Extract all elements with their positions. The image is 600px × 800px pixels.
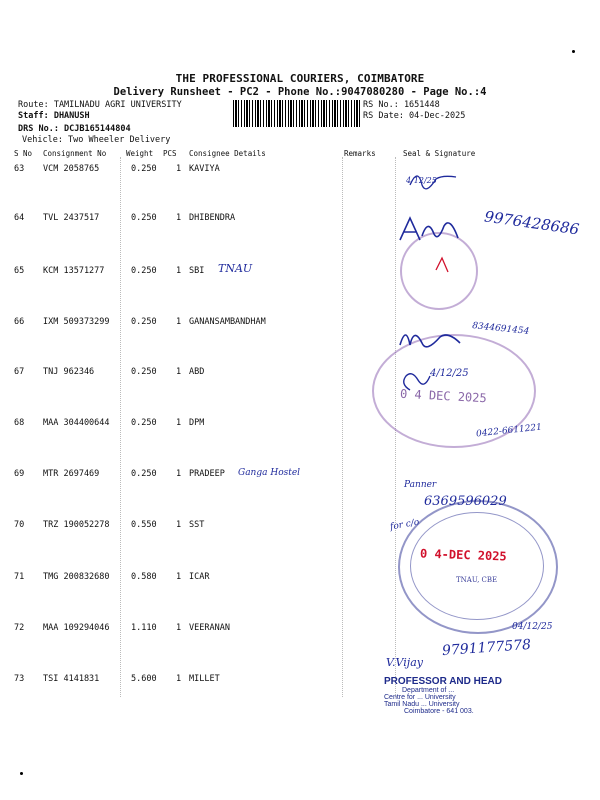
row-pcs: 1 — [176, 367, 182, 377]
row-pcs: 1 — [176, 213, 182, 223]
handwritten-note: for c/o — [389, 517, 421, 533]
handwritten-phone: 0422-6611221 — [475, 422, 543, 440]
row-consignment: IXM 509373299 — [43, 317, 110, 327]
row-consignment: TMG 200832680 — [43, 572, 110, 582]
handwritten-date: 4/12/25 — [430, 368, 469, 379]
row-weight: 0.250 — [131, 317, 157, 327]
row-consignment: TVL 2437517 — [43, 213, 100, 223]
runsheet-title: Delivery Runsheet - PC2 - Phone No.:9047080280 - Page No.:4 — [113, 86, 487, 98]
col-consignment: Consignment No — [43, 149, 107, 158]
row-pcs: 1 — [176, 469, 182, 479]
row-pcs: 1 — [176, 418, 182, 428]
handwritten-name: V.Vijay — [386, 656, 423, 669]
row-sno: 69 — [14, 469, 25, 479]
row-weight: 0.250 — [131, 266, 157, 276]
row-weight: 0.250 — [131, 164, 157, 174]
stamp-line: Department of ... — [402, 687, 455, 694]
row-weight: 0.250 — [131, 367, 157, 377]
rs-number: RS No.: 1651448 — [363, 100, 440, 110]
row-consignee: DPM — [189, 418, 205, 428]
row-sno: 64 — [14, 213, 25, 223]
row-consignee: GANANSAMBANDHAM — [189, 317, 266, 327]
col-sno: S No — [14, 149, 33, 158]
row-weight: 0.550 — [131, 520, 157, 530]
row-pcs: 1 — [176, 266, 182, 276]
scan-speck — [20, 772, 23, 775]
row-sno: 72 — [14, 623, 25, 633]
row-consignment: VCM 2058765 — [43, 164, 100, 174]
stamp-line: Centre for ... University — [384, 694, 456, 701]
row-weight: 0.580 — [131, 572, 157, 582]
barcode — [233, 100, 360, 127]
row-sno: 70 — [14, 520, 25, 530]
seal-stamp-inner — [410, 512, 544, 620]
row-consignment: TNJ 962346 — [43, 367, 95, 377]
handwritten-note: Ganga Hostel — [238, 468, 301, 478]
col-seal-signature: Seal & Signature — [403, 149, 476, 158]
handwritten-date: 4/12/25 — [406, 176, 437, 185]
row-consignment: MTR 2697469 — [43, 469, 100, 479]
row-sno: 63 — [14, 164, 25, 174]
rs-date: RS Date: 04-Dec-2025 — [363, 111, 466, 121]
route-label: Route: TAMILNADU AGRI UNIVERSITY — [18, 100, 182, 110]
row-consignment: MAA 304400644 — [43, 418, 110, 428]
handwritten-phone: 9791177578 — [441, 636, 532, 660]
row-sno: 68 — [14, 418, 25, 428]
col-weight: Weight — [126, 149, 154, 158]
stamp-line: Tamil Nadu ... University — [384, 701, 460, 708]
company-title: THE PROFESSIONAL COURIERS, COIMBATORE — [175, 72, 425, 85]
stamp-line: Coimbatore - 641 003. — [404, 708, 474, 715]
date-stamp: 0 4 DEC 2025 — [399, 386, 488, 406]
row-weight: 5.600 — [131, 674, 157, 684]
row-weight: 0.250 — [131, 213, 157, 223]
col-remarks: Remarks — [344, 149, 376, 158]
row-pcs: 1 — [176, 572, 182, 582]
column-divider — [120, 157, 122, 697]
row-pcs: 1 — [176, 317, 182, 327]
stamp-line: PROFESSOR AND HEAD — [384, 676, 502, 687]
row-pcs: 1 — [176, 164, 182, 174]
row-pcs: 1 — [176, 674, 182, 684]
scan-speck — [572, 50, 575, 53]
row-consignee: ABD — [189, 367, 205, 377]
row-weight: 0.250 — [131, 418, 157, 428]
row-consignee: ICAR — [189, 572, 210, 582]
row-sno: 65 — [14, 266, 25, 276]
row-consignment: MAA 109294046 — [43, 623, 110, 633]
handwritten-name: Panner — [404, 480, 437, 490]
col-pcs: PCS — [163, 149, 177, 158]
row-sno: 66 — [14, 317, 25, 327]
seal-text: TNAU, CBE — [456, 576, 498, 584]
staff-label: Staff: DHANUSH — [18, 111, 90, 121]
handwritten-note: TNAU — [218, 262, 253, 275]
row-consignment: TSI 4141831 — [43, 674, 100, 684]
col-consignee: Consignee Details — [189, 149, 266, 158]
vehicle-label: Vehicle: Two Wheeler Delivery — [22, 135, 171, 145]
row-consignee: KAVIYA — [189, 164, 220, 174]
row-sno: 67 — [14, 367, 25, 377]
row-weight: 1.110 — [131, 623, 157, 633]
row-weight: 0.250 — [131, 469, 157, 479]
date-stamp-red: 0 4-DEC 2025 — [419, 546, 507, 564]
row-consignee: MILLET — [189, 674, 220, 684]
handwritten-date: 04/12/25 — [512, 622, 553, 632]
drs-label: DRS No.: DCJB165144804 — [18, 124, 131, 134]
row-pcs: 1 — [176, 520, 182, 530]
row-pcs: 1 — [176, 623, 182, 633]
row-consignment: KCM 13571277 — [43, 266, 105, 276]
handwritten-phone: 8344691454 — [471, 321, 530, 337]
handwritten-phone: 9976428686 — [483, 207, 581, 239]
professor-stamp — [384, 676, 502, 715]
row-sno: 73 — [14, 674, 25, 684]
row-consignment: TRZ 190052278 — [43, 520, 110, 530]
row-consignee: SST — [189, 520, 205, 530]
row-consignee: SBI — [189, 266, 205, 276]
row-consignee: DHIBENDRA — [189, 213, 236, 223]
handwritten-phone: 6369596029 — [424, 494, 507, 509]
row-consignee: VEERANAN — [189, 623, 230, 633]
row-sno: 71 — [14, 572, 25, 582]
column-divider — [342, 157, 344, 697]
row-consignee: PRADEEP — [189, 469, 225, 479]
